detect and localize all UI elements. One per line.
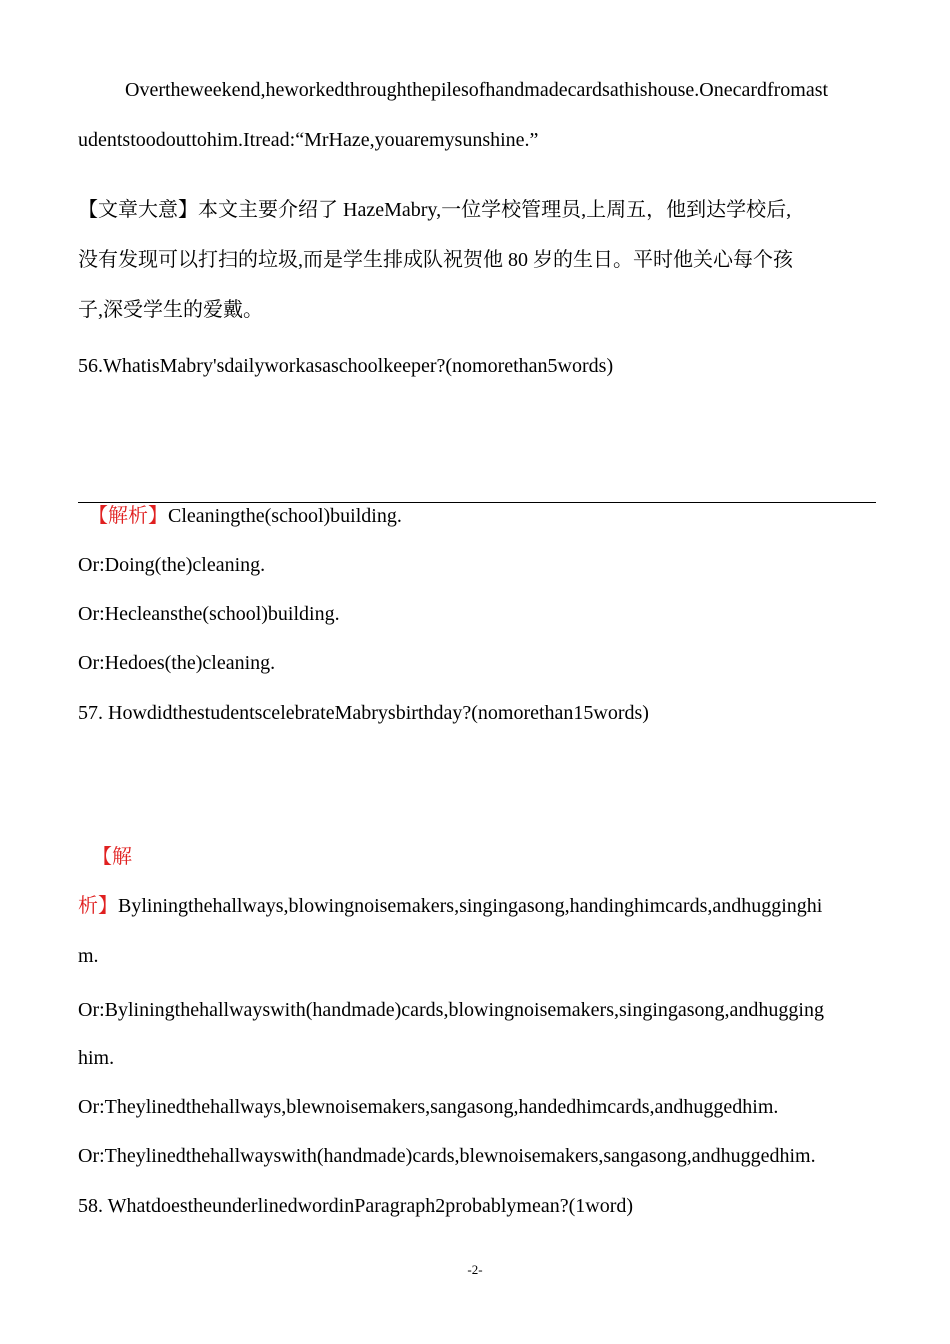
question-57: 57. HowdidthestudentscelebrateMabrysbirthday?(nomorethan15words) (78, 702, 649, 724)
answer-line: Or:Doing(the)cleaning. (78, 554, 266, 576)
summary-line: 没有发现可以打扫的垃圾,而是学生排成队祝贺他 80 岁的生日。平时他关心每个孩 (78, 249, 793, 271)
answer-line: m. (78, 945, 99, 967)
answer-text: Byliningthehallways,blowingnoisemakers,singingasong,handinghimcards,andhugginghi (118, 895, 823, 917)
summary-line (78, 198, 791, 222)
answer-text: Cleaningthe(school)building. (168, 505, 402, 527)
answer-line (88, 504, 402, 528)
analysis-tag: 【解析】 (88, 505, 168, 527)
answer-line: Or:Hedoes(the)cleaning. (78, 652, 276, 674)
answer-line: Or:Theylinedthehallways,blewnoisemakers,sangasong,handedhimcards,andhuggedhim. (78, 1096, 779, 1118)
answer-line (78, 894, 822, 918)
question-58: 58. WhatdoestheunderlinedwordinParagraph2probablymean?(1word) (78, 1195, 634, 1217)
page-number: -2- (467, 1262, 483, 1277)
summary-line: 子,深受学生的爱戴。 (78, 299, 263, 321)
summary-text: 本文主要介绍了 HazeMabry,一位学校管理员,上周五，他到达学校后, (198, 199, 792, 221)
answer-divider (78, 502, 876, 503)
answer-line: him. (78, 1047, 115, 1069)
answer-line: Or:Hecleansthe(school)building. (78, 603, 340, 625)
summary-tag: 【文章大意】 (78, 199, 198, 221)
question-56: 56.WhatisMabry'sdailyworkasaschoolkeeper?(nomorethan5words) (78, 355, 614, 377)
answer-line: Or:Theylinedthehallwayswith(handmade)cards,blewnoisemakers,sangasong,andhuggedhim. (78, 1145, 816, 1167)
analysis-tag: 析】 (78, 895, 118, 917)
analysis-tag: 【解 (92, 846, 132, 868)
passage-line: Overtheweekend,heworkedthroughthepilesofhandmadecardsathishouse.Onecardfromast (125, 79, 829, 101)
answer-line: Or:Byliningthehallwayswith(handmade)cards,blowingnoisemakers,singingasong,andhugging (78, 999, 824, 1021)
passage-line: udentstoodouttohim.Itread:“MrHaze,youaremysunshine.” (78, 129, 539, 151)
